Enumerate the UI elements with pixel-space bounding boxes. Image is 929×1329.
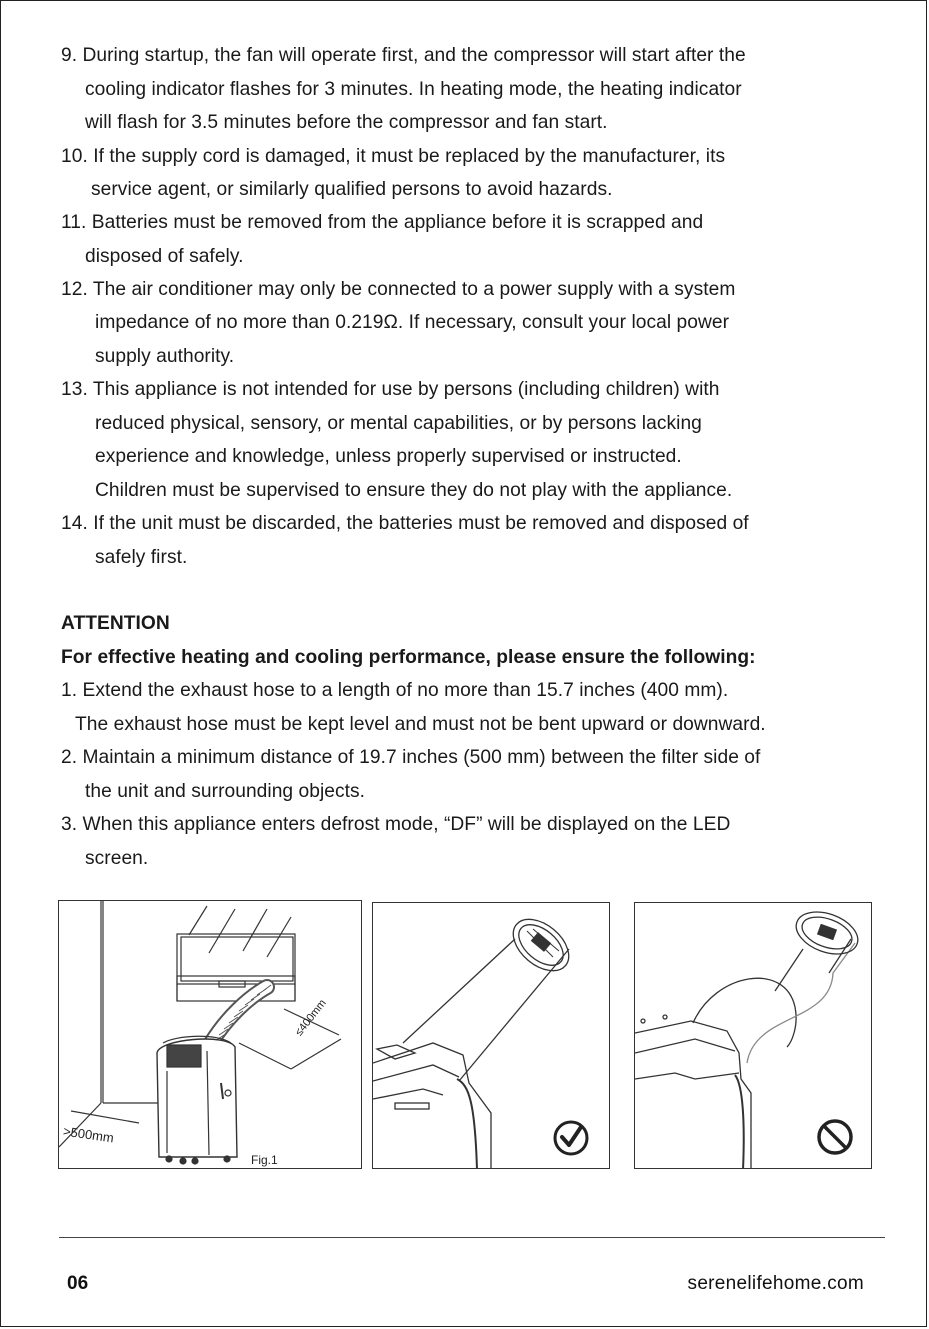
item-11-line-2: disposed of safely. [85,246,244,267]
figure-caption: Fig.1 [251,1153,278,1167]
item-9-line-1: 9. During startup, the fan will operate first, and the compressor will start after the [61,45,746,66]
correct-hose-illustration [373,903,610,1169]
attention-item-1-line-2: The exhaust hose must be kept level and must not be bent upward or downward. [75,714,766,735]
item-9-line-2: cooling indicator flashes for 3 minutes. In heating mode, the heating indicator [85,79,742,100]
item-10-line-1: 10. If the supply cord is damaged, it must be replaced by the manufacturer, its [61,146,726,167]
footer-divider [59,1237,885,1238]
check-icon [555,1122,587,1154]
dimension-hose-label: ≤400mm [293,997,329,1039]
item-11-line-1: 11. Batteries must be removed from the appliance before it is scrapped and [61,212,704,233]
item-14-line-1: 14. If the unit must be discarded, the batteries must be removed and disposed of [61,513,749,534]
item-14-line-2: safely first. [95,547,188,568]
item-12-line-2: impedance of no more than 0.219Ω. If necessary, consult your local power [95,312,730,333]
attention-item-3-line-1: 3. When this appliance enters defrost mode, “DF” will be displayed on the LED [61,814,731,835]
attention-item-2-line-1: 2. Maintain a minimum distance of 19.7 inches (500 mm) between the filter side of [61,747,761,768]
item-13-line-3: experience and knowledge, unless properly supervised or instructed. [95,446,682,467]
item-13-line-4: Children must be supervised to ensure they do not play with the appliance. [95,480,733,501]
figure-1-placement [58,900,362,1169]
item-12-line-1: 12. The air conditioner may only be connected to a power supply with a system [61,279,736,300]
page-number: 06 [67,1273,89,1294]
attention-title: ATTENTION [61,613,170,634]
item-9-line-3: will flash for 3.5 minutes before the compressor and fan start. [85,112,608,133]
figure-incorrect-hose [634,902,872,1169]
attention-subtitle: For effective heating and cooling performance, please ensure the following: [61,647,756,668]
dimension-wall-label: >500mm [62,1123,115,1146]
item-13-line-2: reduced physical, sensory, or mental capabilities, or by persons lacking [95,413,702,434]
incorrect-hose-illustration [635,903,872,1169]
attention-item-2-line-2: the unit and surrounding objects. [85,781,366,802]
figure-correct-hose [372,902,610,1169]
item-13-line-1: 13. This appliance is not intended for use by persons (including children) with [61,379,720,400]
website-link[interactable]: serenelifehome.com [687,1273,864,1294]
attention-item-1-line-1: 1. Extend the exhaust hose to a length of no more than 15.7 inches (400 mm). [61,680,729,701]
item-10-line-2: service agent, or similarly qualified persons to avoid hazards. [91,179,613,200]
prohibited-icon [819,1121,851,1153]
attention-item-3-line-2: screen. [85,848,149,869]
item-12-line-3: supply authority. [95,346,235,367]
